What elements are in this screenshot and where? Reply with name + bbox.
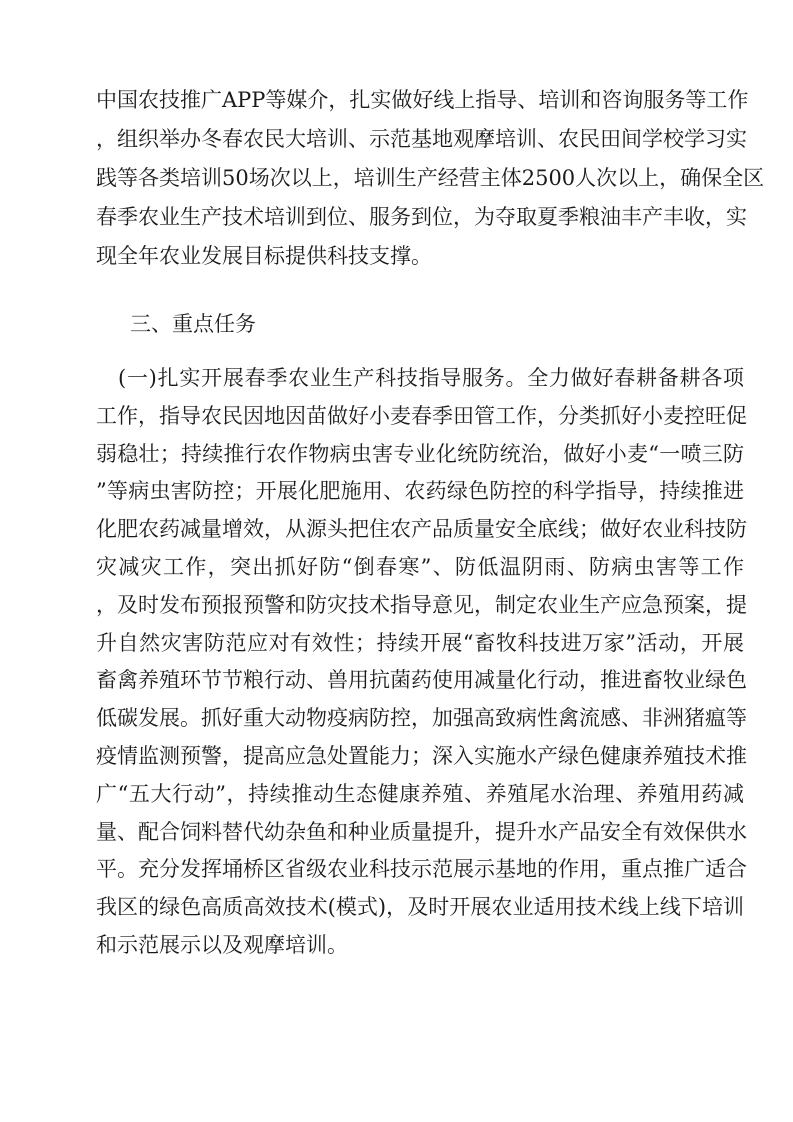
paragraph-line: 广“五大行动”，持续推动生态健康养殖、养殖尾水治理、养殖用药减 (96, 781, 744, 806)
paragraph-line: 灾减灾工作，突出抓好防“倒春寒”、防低温阴雨、防病虫害等工作 (96, 555, 744, 579)
paragraph-line: 弱稳壮；持续推行农作物病虫害专业化统防统治，做好小麦“一喷三防 (96, 441, 744, 466)
paragraph-line: (一)扎实开展春季农业生产科技指导服务。全力做好春耕备耕各项 (118, 366, 744, 390)
paragraph-line: ，组织举办冬春农民大培训、示范基地观摩培训、农民田间学校学习实 (96, 127, 747, 151)
paragraph-line: 和示范展示以及观摩培训。 (96, 933, 348, 957)
paragraph-line: 我区的绿色高质高效技术(模式)，及时开展农业适用技术线上线下培训 (96, 895, 744, 920)
paragraph-line: 现全年农业发展目标提供科技支撑。 (96, 244, 432, 268)
paragraph-line: 升自然灾害防范应对有效性；持续开展“畜牧科技进万家”活动，开展 (96, 630, 744, 655)
paragraph-line: ，及时发布预报预警和防灾技术指导意见，制定农业生产应急预案，提 (96, 592, 747, 617)
paragraph-line: 工作，指导农民因地因苗做好小麦春季田管工作，分类抓好小麦控旺促 (96, 403, 747, 428)
section-heading: 三、重点任务 (130, 312, 256, 336)
paragraph-line: 疫情监测预警，提高应急处置能力；深入实施水产绿色健康养殖技术推 (96, 744, 747, 768)
paragraph-line: 低碳发展。抓好重大动物疫病防控，加强高致病性禽流感、非洲猪瘟等 (96, 706, 747, 731)
paragraph-line: 践等各类培训50场次以上，培训生产经营主体2500人次以上，确保全区 (96, 166, 765, 190)
paragraph-line: ”等病虫害防控；开展化肥施用、农药绿色防控的科学指导，持续推进 (96, 479, 744, 504)
paragraph-line: 平。充分发挥埇桥区省级农业科技示范展示基地的作用，重点推广适合 (96, 857, 747, 882)
paragraph-line: 畜禽养殖环节节粮行动、兽用抗菌药使用减量化行动，推进畜牧业绿色 (96, 668, 747, 693)
paragraph-line: 化肥农药减量增效，从源头把住农产品质量安全底线；做好农业科技防 (96, 517, 747, 542)
paragraph-line: 中国农技推广APP等媒介，扎实做好线上指导、培训和咨询服务等工作 (96, 88, 749, 112)
paragraph-line: 春季农业生产技术培训到位、服务到位，为夺取夏季粮油丰产丰收，实 (96, 205, 747, 229)
paragraph-line: 量、配合饲料替代幼杂鱼和种业质量提升，提升水产品安全有效保供水 (96, 819, 747, 844)
